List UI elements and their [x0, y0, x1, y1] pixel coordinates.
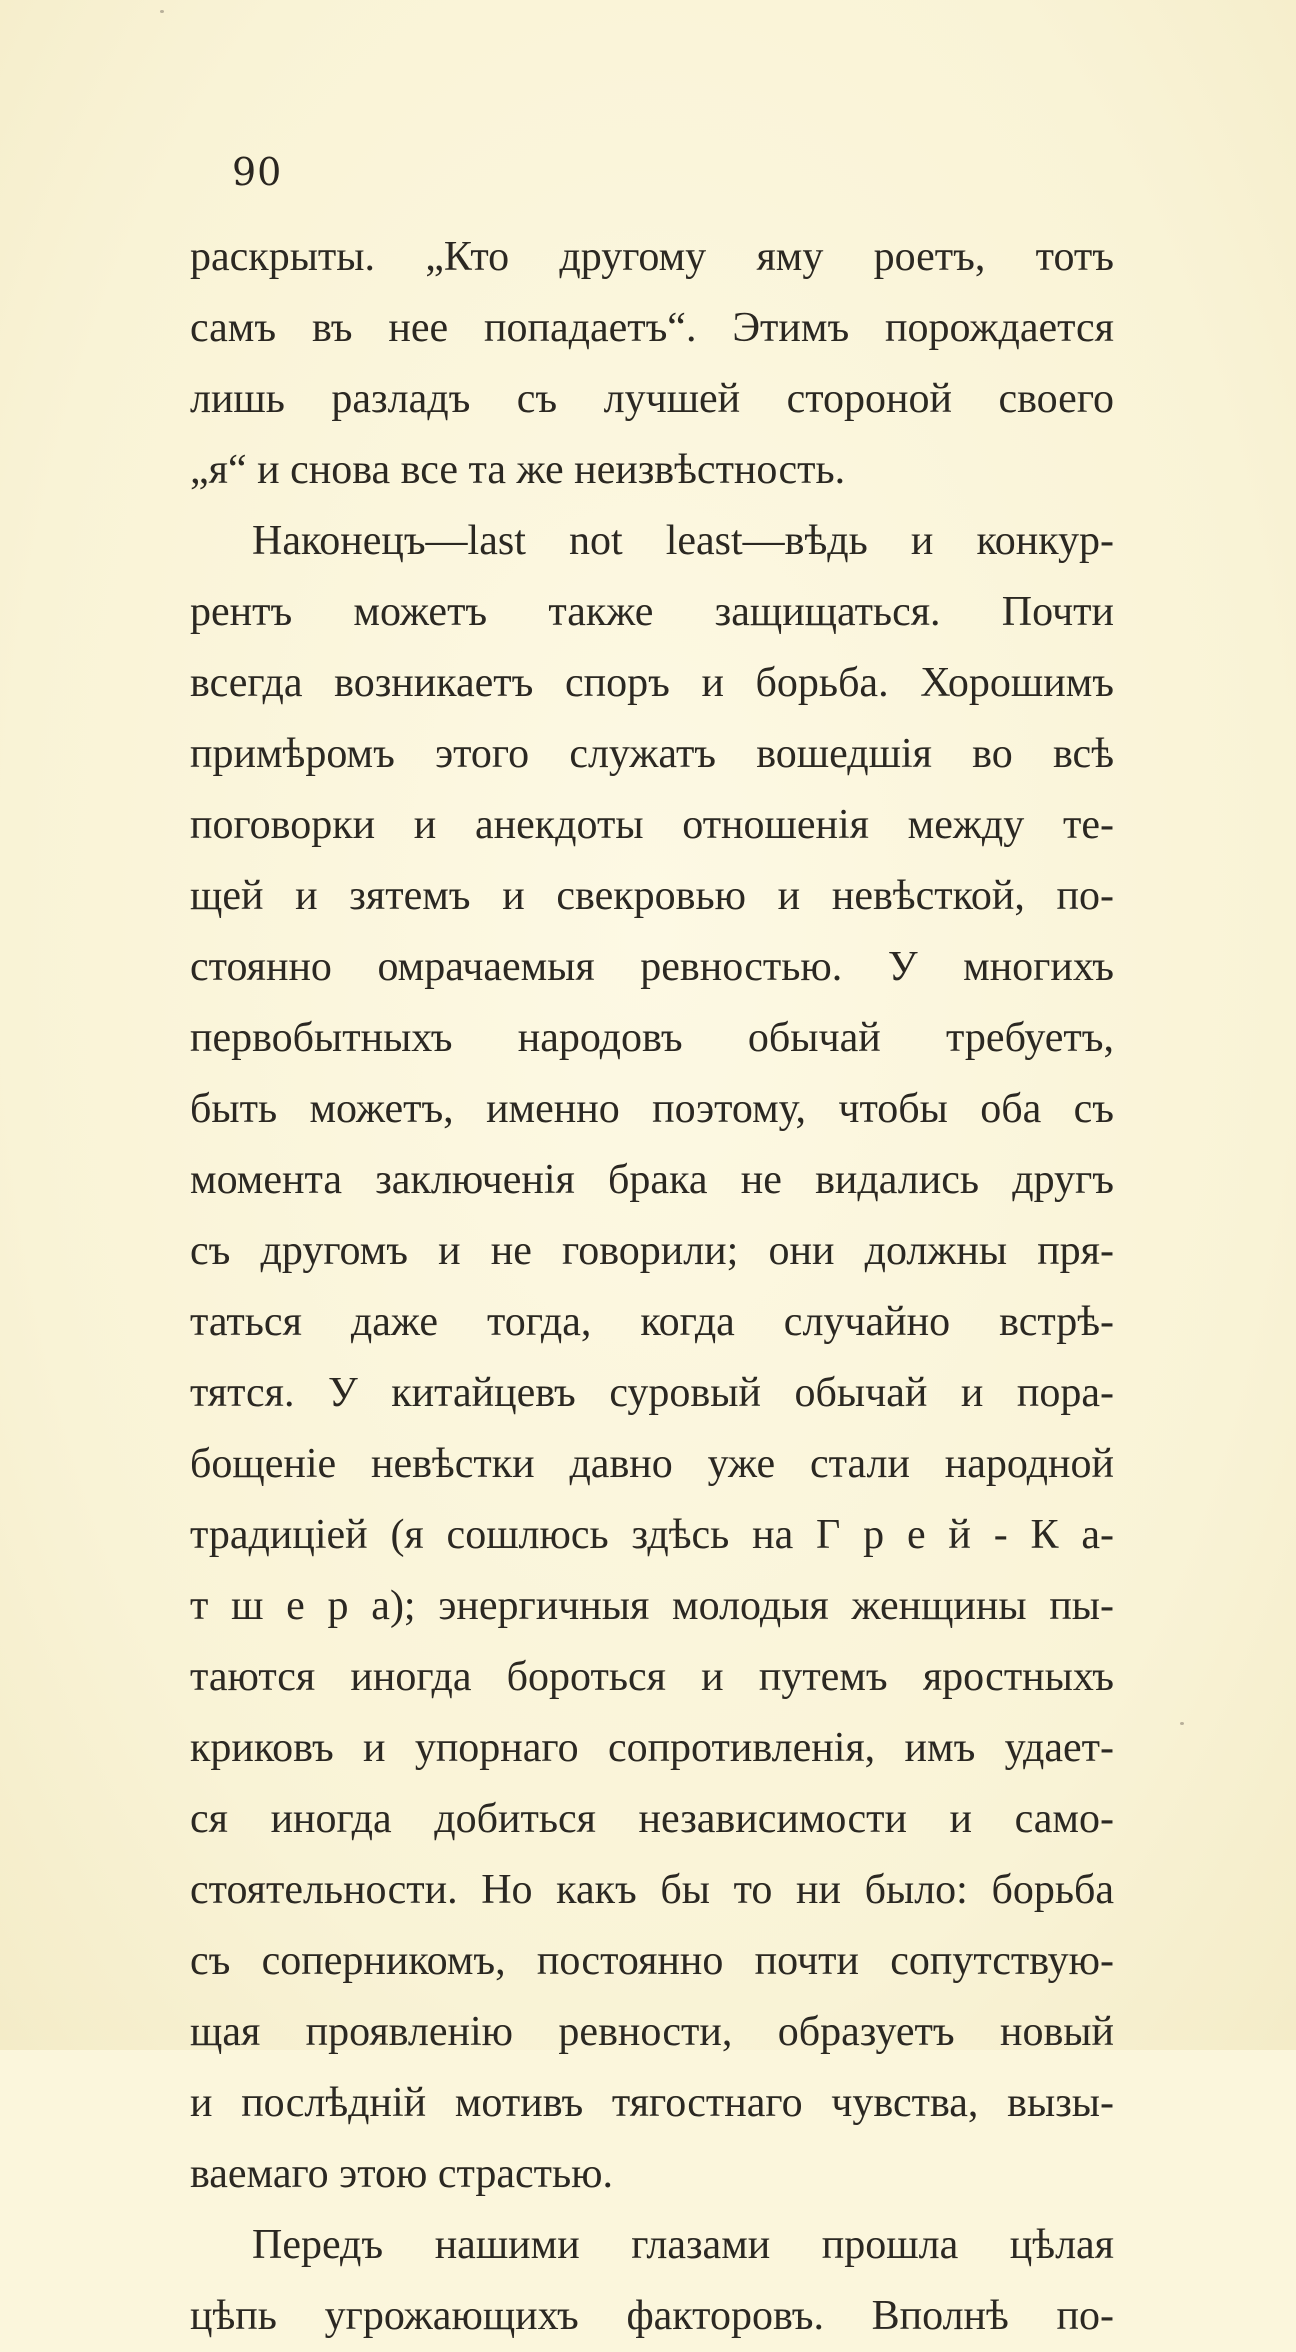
- text-line: стоянно омрачаемыя ревностью. У многихъ: [190, 944, 1114, 990]
- text-line: стоятельности. Но какъ бы то ни было: борьба: [190, 1867, 1114, 1913]
- text-line: момента заключенія брака не видались другъ: [190, 1157, 1114, 1203]
- paper-speck: [1180, 1722, 1184, 1725]
- text-line: тятся. У китайцевъ суровый обычай и пора-: [190, 1370, 1114, 1416]
- text-line: щая проявленію ревности, образуетъ новый: [190, 2009, 1114, 2055]
- body-text: [190, 222, 1114, 2352]
- text-line: традиціей (я сошлюсь здѣсь на Г р е й - К а-: [190, 1512, 1114, 1558]
- text-line: лишь разладъ съ лучшей стороной своего: [190, 376, 1114, 422]
- text-line: раскрыты. „Кто другому яму роетъ, тотъ: [190, 234, 1114, 280]
- text-line: бощеніе невѣстки давно уже стали народной: [190, 1441, 1114, 1487]
- text-line: щей и зятемъ и свекровью и невѣсткой, по-: [190, 873, 1114, 919]
- paper-speck: [160, 10, 164, 13]
- text-line: всегда возникаетъ споръ и борьба. Хорошимъ: [190, 660, 1114, 706]
- text-line: съ соперникомъ, постоянно почти сопутствую-: [190, 1938, 1114, 1984]
- text-line: съ другомъ и не говорили; они должны пря-: [190, 1228, 1114, 1274]
- text-line: таются иногда бороться и путемъ яростныхъ: [190, 1654, 1114, 1700]
- text-line: Наконецъ—last not least—вѣдь и конкур-: [252, 518, 1114, 564]
- text-line: примѣромъ этого служатъ вошедшія во всѣ: [190, 731, 1114, 777]
- text-line: рентъ можетъ также защищаться. Почти: [190, 589, 1114, 635]
- text-line: быть можетъ, именно поэтому, чтобы оба съ: [190, 1086, 1114, 1132]
- text-line: и послѣдній мотивъ тягостнаго чувства, вызы-: [190, 2080, 1114, 2126]
- text-line: поговорки и анекдоты отношенія между те-: [190, 802, 1114, 848]
- text-line: первобытныхъ народовъ обычай требуетъ,: [190, 1015, 1114, 1061]
- text-line: т ш е р а); энергичныя молодыя женщины пы-: [190, 1583, 1114, 1629]
- text-line: таться даже тогда, когда случайно встрѣ-: [190, 1299, 1114, 1345]
- text-line: „я“ и снова все та же неизвѣстность.: [190, 447, 846, 493]
- text-line: цѣпь угрожающихъ факторовъ. Вполнѣ по-: [190, 2293, 1114, 2339]
- text-line: самъ въ нее попадаетъ“. Этимъ порождается: [190, 305, 1114, 351]
- text-line: криковъ и упорнаго сопротивленія, имъ удает-: [190, 1725, 1114, 1771]
- page-number: 90: [232, 150, 283, 194]
- text-line: ся иногда добиться независимости и само-: [190, 1796, 1114, 1842]
- text-line: ваемаго этою страстью.: [190, 2151, 614, 2197]
- text-line: Передъ нашими глазами прошла цѣлая: [252, 2222, 1114, 2268]
